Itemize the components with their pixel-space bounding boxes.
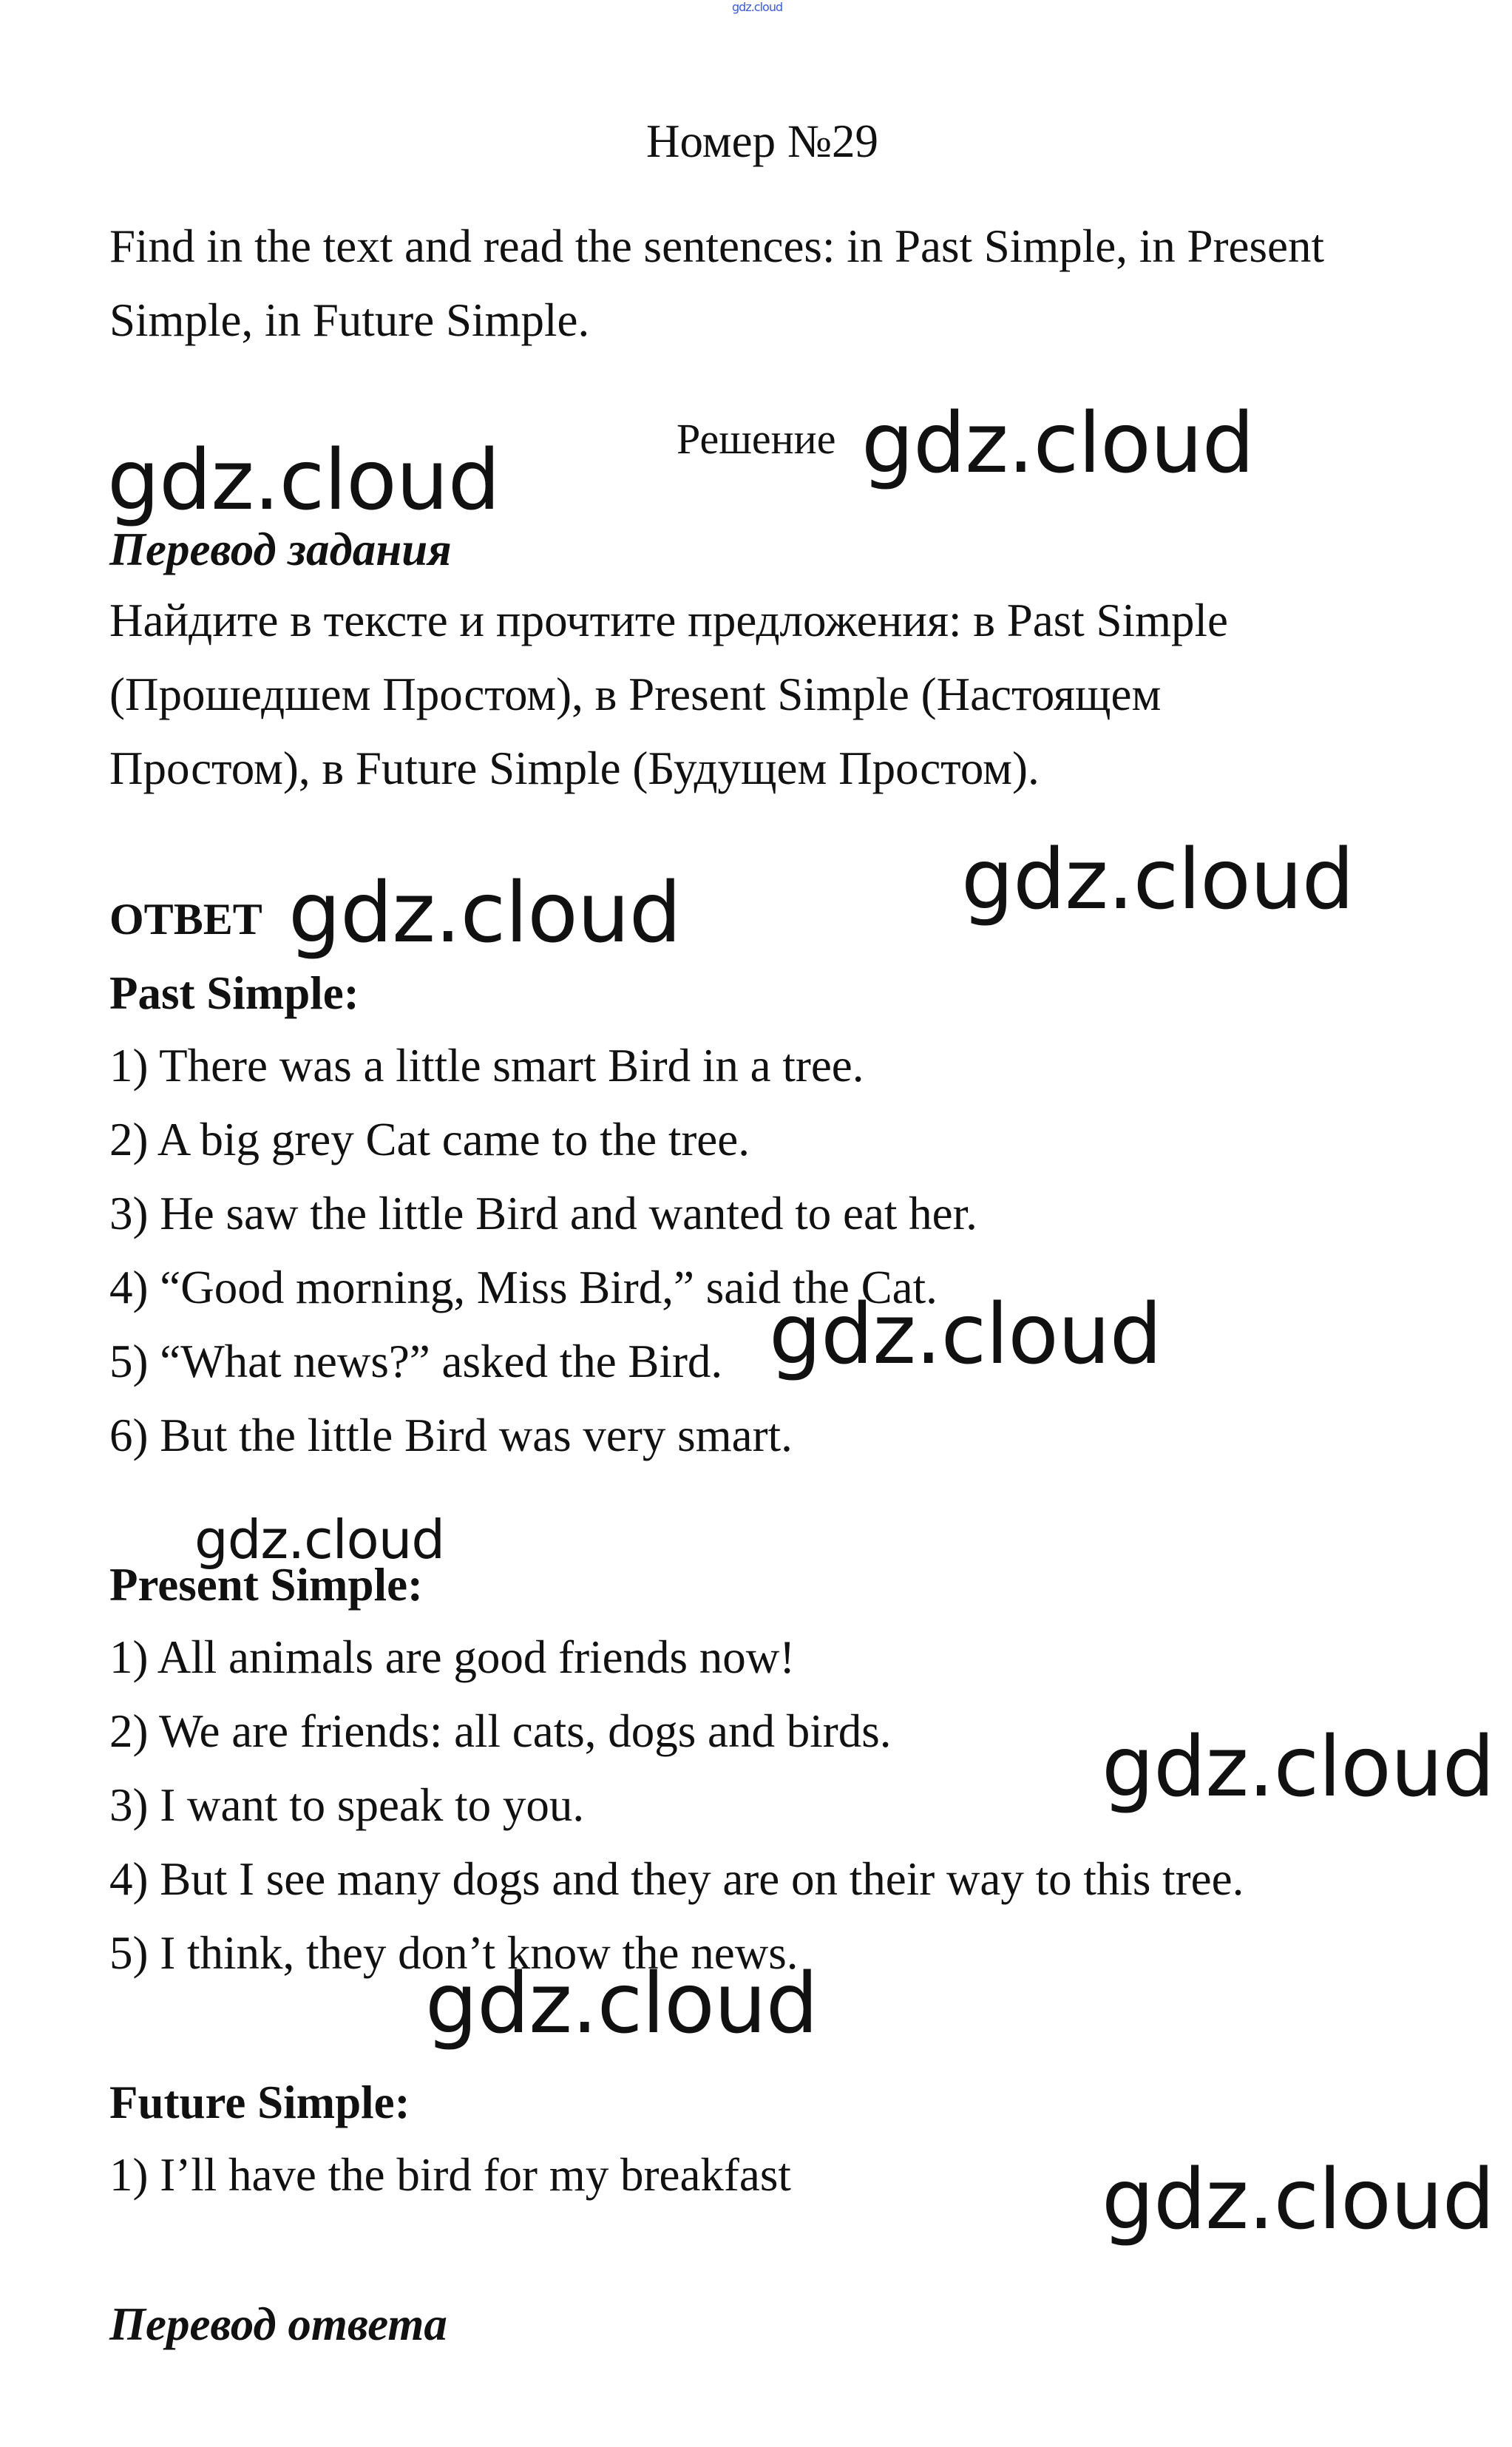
present-simple-item: 3) I want to speak to you. — [109, 1779, 585, 1831]
task-line-2: Simple, in Future Simple. — [109, 294, 590, 346]
translation-line-3: Простом), в Future Simple (Будущем Простом). — [109, 742, 1040, 794]
watermark-3: gdz.cloud — [288, 865, 681, 961]
page-title: Номер №29 — [646, 115, 878, 167]
present-simple-item: 5) I think, they don’t know the news. — [109, 1927, 799, 1979]
translation-line-1: Найдите в тексте и прочтите предложения: в Past Simple — [109, 595, 1229, 646]
watermark-4: gdz.cloud — [961, 832, 1354, 928]
answer-translation-heading: Перевод ответа — [109, 2298, 447, 2350]
watermark-2: gdz.cloud — [107, 433, 500, 529]
past-simple-item: 4) “Good morning, Miss Bird,” said the Cat. — [109, 1262, 938, 1313]
translation-line-2: (Прошедшем Простом), в Present Simple (Настоящем — [109, 669, 1162, 720]
watermark-tiny: gdz.cloud — [732, 0, 783, 14]
past-simple-item: 5) “What news?” asked the Bird. — [109, 1336, 723, 1387]
present-simple-item: 4) But I see many dogs and they are on their way to this tree. — [109, 1853, 1244, 1905]
watermark-5: gdz.cloud — [769, 1287, 1162, 1383]
past-simple-heading: Past Simple: — [109, 967, 359, 1019]
past-simple-item: 1) There was a little smart Bird in a tree. — [109, 1040, 864, 1091]
watermark-7: gdz.cloud — [1102, 1719, 1494, 1815]
translation-heading: Перевод задания — [109, 524, 452, 575]
present-simple-item: 2) We are friends: all cats, dogs and birds. — [109, 1705, 892, 1757]
answer-label: ОТВЕТ — [109, 895, 262, 944]
present-simple-heading: Present Simple: — [109, 1559, 424, 1611]
past-simple-item: 3) He saw the little Bird and wanted to eat her. — [109, 1188, 977, 1239]
solution-label: Решение — [677, 415, 836, 463]
present-simple-item: 1) All animals are good friends now! — [109, 1631, 796, 1683]
task-line-1: Find in the text and read the sentences: in Past Simple, in Present — [109, 220, 1324, 272]
watermark-6: gdz.cloud — [194, 1509, 445, 1571]
watermark-8: gdz.cloud — [425, 1956, 818, 2052]
past-simple-item: 6) But the little Bird was very smart. — [109, 1409, 793, 1461]
watermark-9: gdz.cloud — [1102, 2152, 1494, 2248]
watermark-1: gdz.cloud — [861, 396, 1254, 492]
future-simple-heading: Future Simple: — [109, 2077, 410, 2128]
past-simple-item: 2) A big grey Cat came to the tree. — [109, 1114, 750, 1165]
future-simple-item: 1) I’ll have the bird for my breakfast — [109, 2149, 791, 2201]
